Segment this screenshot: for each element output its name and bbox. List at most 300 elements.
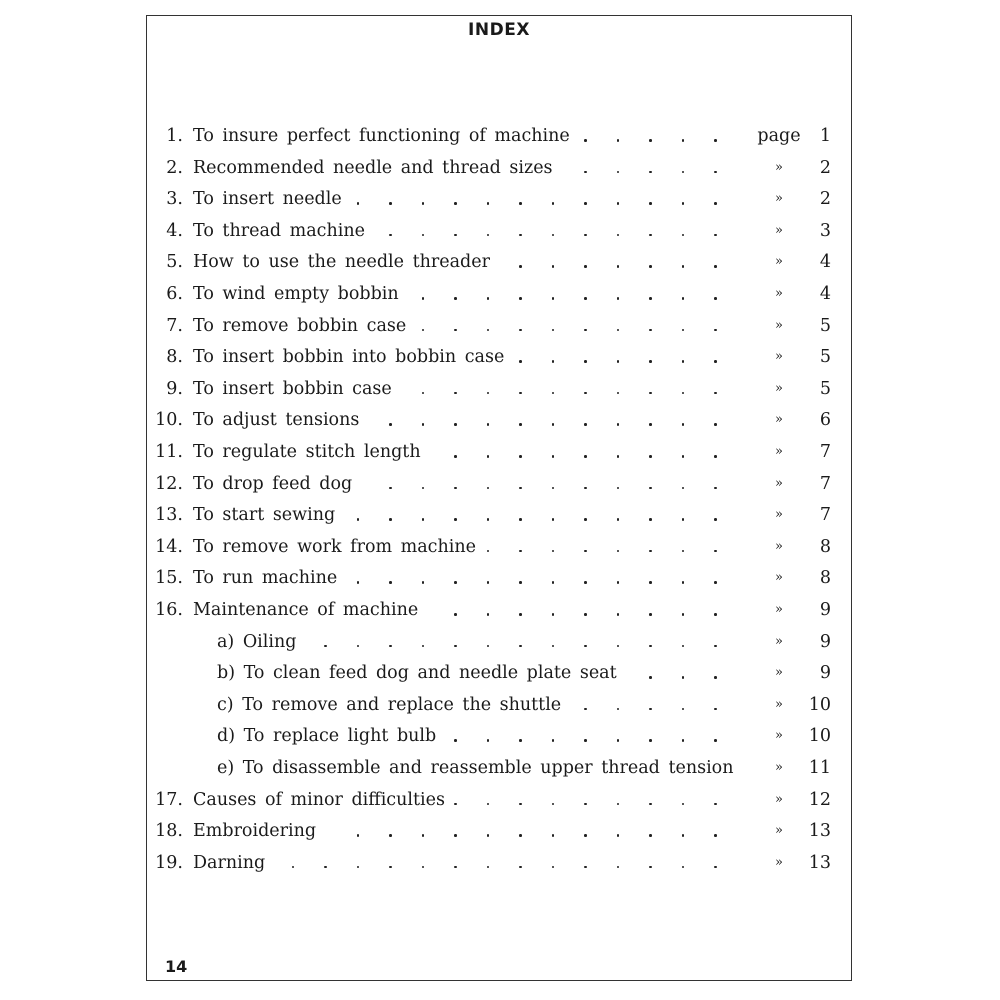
ditto-mark: » <box>775 380 783 396</box>
ditto-mark: » <box>775 854 783 870</box>
leader-dot <box>584 866 587 869</box>
leader-dot <box>649 360 652 363</box>
toc-entry <box>147 596 853 624</box>
leader-dot <box>357 581 360 584</box>
toc-entry <box>147 343 853 371</box>
toc-entry <box>147 185 853 213</box>
toc-entry-number: 16. <box>155 600 183 620</box>
leader-dot <box>487 202 490 205</box>
toc-entry-number: 2. <box>166 157 183 178</box>
leader-dot <box>519 834 522 837</box>
leader-dot <box>552 234 555 237</box>
leader-dot <box>649 329 652 332</box>
leader-dot <box>649 265 652 268</box>
leader-dot <box>357 645 360 648</box>
leader-dot <box>487 234 490 237</box>
leader-dot <box>519 645 522 648</box>
ditto-mark: » <box>775 349 783 365</box>
toc-entry-page: 9 <box>819 663 831 684</box>
leader-dot <box>649 423 652 426</box>
leader-dot <box>454 392 457 395</box>
toc-entry-page: 7 <box>819 505 831 526</box>
leader-dot <box>584 739 587 742</box>
leader-dot <box>552 803 555 806</box>
leader-dot <box>617 550 620 553</box>
leader-dot <box>389 834 392 837</box>
leader-dot <box>617 581 620 584</box>
toc-entry-title: Maintenance of machine <box>193 600 419 620</box>
leader-dot <box>454 329 457 332</box>
leader-dot <box>649 834 652 837</box>
toc-entry <box>147 849 853 877</box>
leader-dot <box>682 360 685 363</box>
leader-dot <box>487 518 490 521</box>
leader-dot <box>714 392 717 395</box>
leader-dot <box>617 866 620 869</box>
leader-dot <box>617 202 620 205</box>
leader-dot <box>487 613 490 616</box>
toc-entry-page: 11 <box>808 758 831 778</box>
toc-entry <box>147 438 853 466</box>
leader-dot <box>487 739 490 742</box>
leader-dot <box>714 202 717 205</box>
ditto-mark: » <box>775 444 783 459</box>
leader-dot <box>487 297 490 300</box>
toc-entry <box>147 628 853 656</box>
toc-entry-number: 5. <box>166 252 183 273</box>
toc-entry-number: 14. <box>155 536 183 557</box>
leader-dot <box>584 487 587 490</box>
ditto-mark: » <box>775 317 783 333</box>
leader-dot <box>584 834 587 837</box>
leader-dot <box>487 581 490 584</box>
toc-entry-number: 10. <box>155 410 183 431</box>
toc-entry-page: 1 <box>819 126 831 146</box>
leader-dot <box>682 518 685 521</box>
leader-dot <box>487 645 490 648</box>
leader-dot <box>682 265 685 268</box>
toc-entry-number: 1. <box>166 126 183 146</box>
leader-dot <box>649 234 652 237</box>
leader-dot <box>714 360 717 363</box>
leader-dot <box>552 518 555 521</box>
toc-entry-title: b) To clean feed dog and needle plate seat <box>217 663 617 684</box>
ditto-mark: » <box>775 254 783 270</box>
leader-dot <box>389 645 392 648</box>
toc-entry <box>147 217 853 245</box>
leader-dot <box>454 455 457 458</box>
leader-dot <box>682 392 685 395</box>
leader-dot <box>519 803 522 806</box>
toc-entry <box>147 754 853 782</box>
toc-entry-page: 13 <box>808 821 831 842</box>
leader-dot <box>552 455 555 458</box>
toc-entry-page: 8 <box>819 536 831 557</box>
leader-dot <box>552 392 555 395</box>
toc-entry-number: 13. <box>155 505 183 526</box>
leader-dot <box>454 202 457 205</box>
leader-dot <box>584 708 587 711</box>
toc-entry-page: 6 <box>819 410 831 431</box>
toc-entry-page: 5 <box>819 347 831 368</box>
toc-entry-page: 4 <box>819 252 831 273</box>
leader-dot <box>617 518 620 521</box>
leader-dot <box>714 171 717 174</box>
leader-dot <box>649 171 652 174</box>
toc-entry-title: To insure perfect functioning of machine <box>193 126 570 146</box>
leader-dot <box>682 834 685 837</box>
toc-entry-page: 8 <box>819 568 831 589</box>
toc-entry <box>147 501 853 529</box>
leader-dot <box>324 645 327 648</box>
toc-entry-page: 2 <box>819 157 831 178</box>
leader-dot <box>389 866 392 869</box>
toc-entry-title: To thread machine <box>193 220 365 241</box>
leader-dot <box>617 739 620 742</box>
leader-dot <box>324 866 327 869</box>
toc-entry-page: 3 <box>819 220 831 241</box>
leader-dot <box>649 613 652 616</box>
leader-dot <box>714 803 717 806</box>
leader-dot <box>422 297 425 300</box>
toc-entry-number: 15. <box>155 568 183 589</box>
leader-dot <box>487 550 490 553</box>
leader-dot <box>649 739 652 742</box>
leader-dot <box>487 487 490 490</box>
ditto-mark: » <box>775 602 783 617</box>
leader-dot <box>714 581 717 584</box>
leader-dot <box>519 265 522 268</box>
leader-dot <box>552 739 555 742</box>
leader-dot <box>487 455 490 458</box>
leader-dot <box>584 265 587 268</box>
leader-dot <box>519 613 522 616</box>
leader-dot <box>714 834 717 837</box>
leader-dot <box>584 518 587 521</box>
toc-entry-title: How to use the needle threader <box>193 252 490 273</box>
leader-dot <box>714 455 717 458</box>
leader-dot <box>617 171 620 174</box>
ditto-mark: » <box>775 760 783 775</box>
leader-dot <box>649 455 652 458</box>
leader-dot <box>649 708 652 711</box>
leader-dot <box>389 518 392 521</box>
leader-dot <box>649 202 652 205</box>
leader-dot <box>519 360 522 363</box>
leader-dot <box>584 360 587 363</box>
leader-dot <box>519 297 522 300</box>
leader-dot <box>617 329 620 332</box>
leader-dot <box>454 645 457 648</box>
leader-dot <box>617 645 620 648</box>
toc-entry-page: 7 <box>819 442 831 462</box>
leader-dot <box>714 550 717 553</box>
leader-dot <box>714 265 717 268</box>
toc-entry-number: 6. <box>166 284 183 304</box>
toc-entry <box>147 817 853 845</box>
leader-dot <box>487 803 490 806</box>
leader-dot <box>454 234 457 237</box>
page-label: page <box>757 126 801 146</box>
leader-dot <box>714 518 717 521</box>
leader-dot <box>714 708 717 711</box>
leader-dot <box>584 139 587 142</box>
toc-entry <box>147 248 853 276</box>
leader-dot <box>649 392 652 395</box>
ditto-mark: » <box>775 222 783 238</box>
toc-entry-number: 9. <box>166 378 183 399</box>
toc-entry <box>147 533 853 561</box>
leader-dot <box>682 676 685 679</box>
leader-dot <box>519 234 522 237</box>
toc-entry-title: To start sewing <box>193 505 336 526</box>
leader-dot <box>682 202 685 205</box>
leader-dot <box>422 645 425 648</box>
leader-dot <box>682 487 685 490</box>
document-page <box>146 15 852 981</box>
leader-dot <box>422 581 425 584</box>
leader-dot <box>357 518 360 521</box>
leader-dot <box>454 739 457 742</box>
leader-dot <box>519 518 522 521</box>
leader-dot <box>714 613 717 616</box>
toc-entry-page: 5 <box>819 315 831 336</box>
leader-dot <box>552 645 555 648</box>
leader-dot <box>552 834 555 837</box>
leader-dot <box>357 834 360 837</box>
leader-dot <box>519 392 522 395</box>
leader-dot <box>487 866 490 869</box>
ditto-mark: » <box>775 191 783 207</box>
leader-dot <box>519 423 522 426</box>
ditto-mark: » <box>775 665 783 681</box>
leader-dot <box>714 645 717 648</box>
leader-dot <box>682 423 685 426</box>
toc-entry-title: To regulate stitch length <box>193 442 421 462</box>
leader-dot <box>454 297 457 300</box>
leader-dot <box>552 423 555 426</box>
toc-entry-title: Recommended needle and thread sizes <box>193 157 553 178</box>
toc-entry-page: 13 <box>808 852 831 873</box>
toc-entry-title: Darning <box>193 852 266 873</box>
toc-entry-number: 18. <box>155 821 183 842</box>
toc-entry <box>147 786 853 814</box>
ditto-mark: » <box>775 823 783 839</box>
leader-dot <box>487 423 490 426</box>
leader-dot <box>714 739 717 742</box>
leader-dot <box>714 139 717 142</box>
leader-dot <box>617 613 620 616</box>
leader-dot <box>454 834 457 837</box>
leader-dot <box>552 613 555 616</box>
leader-dot <box>617 234 620 237</box>
leader-dot <box>617 360 620 363</box>
leader-dot <box>422 329 425 332</box>
leader-dot <box>389 487 392 490</box>
leader-dot <box>389 581 392 584</box>
ditto-mark: » <box>775 728 783 744</box>
ditto-mark: » <box>775 475 783 491</box>
leader-dot <box>682 297 685 300</box>
toc-entry-title: To insert needle <box>193 189 342 210</box>
toc-entry-title: a) Oiling <box>217 631 297 652</box>
toc-entry-page: 2 <box>819 189 831 210</box>
leader-dot <box>487 329 490 332</box>
leader-dot <box>389 234 392 237</box>
leader-dot <box>454 518 457 521</box>
leader-dot <box>519 866 522 869</box>
toc-entry-number: 3. <box>166 189 183 210</box>
leader-dot <box>584 550 587 553</box>
toc-entry-page: 10 <box>808 726 831 747</box>
leader-dot <box>454 581 457 584</box>
leader-dot <box>422 518 425 521</box>
leader-dot <box>487 392 490 395</box>
toc-entry <box>147 406 853 434</box>
toc-entry-title: To wind empty bobbin <box>193 284 399 304</box>
leader-dot <box>714 234 717 237</box>
leader-dot <box>649 297 652 300</box>
ditto-mark: » <box>775 633 783 649</box>
leader-dot <box>617 455 620 458</box>
leader-dot <box>552 265 555 268</box>
leader-dot <box>617 487 620 490</box>
toc-entry-number: 8. <box>166 347 183 368</box>
leader-dot <box>552 487 555 490</box>
leader-dot <box>649 866 652 869</box>
leader-dot <box>617 803 620 806</box>
leader-dot <box>454 866 457 869</box>
leader-dot <box>552 202 555 205</box>
leader-dot <box>714 423 717 426</box>
leader-dot <box>357 202 360 205</box>
toc-entry <box>147 659 853 687</box>
toc-entry-number: 4. <box>166 220 183 241</box>
toc-entry-number: 19. <box>155 852 183 873</box>
leader-dot <box>649 676 652 679</box>
leader-dot <box>617 139 620 142</box>
leader-dot <box>714 866 717 869</box>
leader-dot <box>584 581 587 584</box>
leader-dot <box>617 708 620 711</box>
leader-dot <box>552 550 555 553</box>
toc-entry-page: 7 <box>819 473 831 494</box>
toc-entry <box>147 722 853 750</box>
leader-dot <box>519 202 522 205</box>
toc-entry-title: To drop feed dog <box>193 473 353 494</box>
leader-dot <box>422 866 425 869</box>
leader-dot <box>714 329 717 332</box>
toc-entry-title: d) To replace light bulb <box>217 726 437 747</box>
leader-dot <box>454 803 457 806</box>
leader-dot <box>454 613 457 616</box>
toc-entry <box>147 312 853 340</box>
ditto-mark: » <box>775 286 783 301</box>
leader-dot <box>552 297 555 300</box>
toc-entry <box>147 154 853 182</box>
leader-dot <box>617 392 620 395</box>
leader-dot <box>584 202 587 205</box>
leader-dot <box>714 676 717 679</box>
leader-dot <box>584 234 587 237</box>
toc-entry <box>147 122 853 150</box>
leader-dot <box>422 392 425 395</box>
ditto-mark: » <box>775 696 783 712</box>
leader-dot <box>584 171 587 174</box>
leader-dot <box>552 360 555 363</box>
leader-dot <box>649 581 652 584</box>
ditto-mark: » <box>775 507 783 523</box>
leader-dot <box>584 423 587 426</box>
leader-dot <box>454 487 457 490</box>
toc-entry-title: To adjust tensions <box>193 410 360 431</box>
toc-entry-number: 7. <box>166 315 183 336</box>
leader-dot <box>682 234 685 237</box>
toc-entry-page: 10 <box>808 694 831 715</box>
toc-entry-page: 12 <box>808 789 831 810</box>
toc-entry-title: To remove bobbin case <box>193 315 407 336</box>
leader-dot <box>649 550 652 553</box>
leader-dot <box>682 329 685 332</box>
leader-dot <box>422 487 425 490</box>
leader-dot <box>422 202 425 205</box>
leader-dot <box>617 423 620 426</box>
toc-entry <box>147 375 853 403</box>
toc-entry <box>147 564 853 592</box>
ditto-mark: » <box>775 159 783 175</box>
leader-dot <box>617 265 620 268</box>
leader-dot <box>682 171 685 174</box>
leader-dot <box>584 645 587 648</box>
toc-entry-title: To remove work from machine <box>193 536 476 557</box>
page-number: 14 <box>165 957 188 976</box>
leader-dot <box>649 518 652 521</box>
leader-dot <box>552 581 555 584</box>
leader-dot <box>682 455 685 458</box>
leader-dot <box>422 234 425 237</box>
leader-dot <box>584 455 587 458</box>
toc-entry-title: e) To disassemble and reassemble upper thread tension <box>217 758 734 778</box>
leader-dot <box>422 834 425 837</box>
toc-entry-page: 4 <box>819 284 831 304</box>
toc-entry <box>147 470 853 498</box>
leader-dot <box>617 834 620 837</box>
leader-dot <box>389 202 392 205</box>
leader-dot <box>682 550 685 553</box>
leader-dot <box>682 866 685 869</box>
toc-entry-title: Embroidering <box>193 821 317 842</box>
leader-dot <box>682 739 685 742</box>
ditto-mark: » <box>775 538 783 554</box>
toc-entry-title: Causes of minor difficulties <box>193 789 445 810</box>
leader-dot <box>552 866 555 869</box>
leader-dot <box>292 866 295 869</box>
leader-dot <box>714 487 717 490</box>
leader-dot <box>682 581 685 584</box>
ditto-mark: » <box>775 791 783 807</box>
leader-dot <box>617 297 620 300</box>
toc-entry-page: 9 <box>819 600 831 620</box>
leader-dot <box>519 581 522 584</box>
toc-entry-page: 5 <box>819 378 831 399</box>
leader-dot <box>584 329 587 332</box>
toc-entry-number: 17. <box>155 789 183 810</box>
toc-entry-title: To insert bobbin case <box>193 378 392 399</box>
toc-entry-title: c) To remove and replace the shuttle <box>217 694 562 715</box>
ditto-mark: » <box>775 570 783 586</box>
toc-entry-number: 11. <box>155 442 183 462</box>
ditto-mark: » <box>775 412 783 428</box>
